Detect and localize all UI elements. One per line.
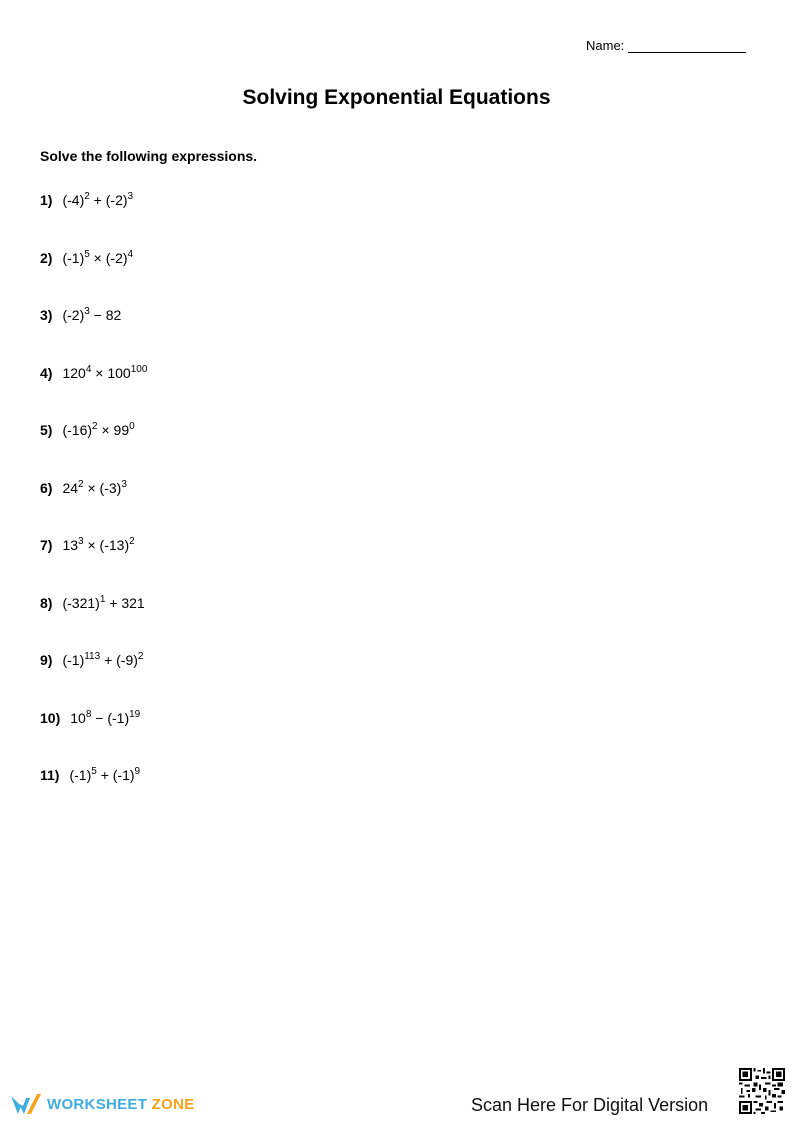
worksheetzone-logo: [10, 1092, 195, 1116]
problem-number: 6): [40, 479, 53, 496]
problem-expression: $(-1)^5 \times (-2)^4$: [62, 248, 134, 266]
instructions: Solve the following expressions.: [40, 148, 258, 164]
problem-number: 1): [40, 192, 53, 208]
problem-item: [40, 652, 147, 710]
problem-number: 3): [40, 307, 53, 323]
logo-text-worksheet: WORKSHEET: [47, 1095, 148, 1113]
logo-text-zone: ZONE: [151, 1095, 195, 1113]
problem-number: 7): [40, 537, 53, 553]
worksheetzone-logo-icon: [10, 1092, 42, 1116]
problem-number: 10): [40, 709, 61, 726]
problem-item: [40, 480, 147, 538]
problem-item: [40, 537, 147, 595]
exponent: 8: [85, 708, 92, 720]
logo-text: [47, 1096, 195, 1113]
exponent: 4: [85, 363, 92, 375]
exponent: 100: [130, 363, 148, 375]
exponent: 9: [134, 766, 141, 777]
problem-number: 9): [40, 652, 53, 668]
exponent: 4: [127, 248, 134, 260]
scan-text: Scan Here For Digital Version: [471, 1095, 709, 1115]
problem-expression: $120^4 \times 100^{100}$: [62, 363, 148, 381]
problem-item: [40, 595, 147, 653]
problem-expression: $(-4)^2 + (-2)^3$: [62, 191, 134, 208]
exponent: 113: [84, 651, 101, 662]
problem-expression: $(-2)^3 - 82$: [62, 306, 122, 323]
exponent: 3: [84, 306, 90, 317]
exponent: 2: [84, 191, 90, 202]
exponent: 2: [92, 421, 98, 432]
name-label: Name:: [586, 38, 625, 53]
problem-item: [40, 767, 147, 825]
exponent: 1: [99, 593, 106, 605]
problem-expression: $13^3 \times (-13)^2$: [62, 536, 135, 553]
problem-number: 2): [40, 249, 53, 266]
problem-expression: $(-1)^5 + (-1)^9$: [69, 766, 141, 783]
problem-expression: $(-321)^1 + 321$: [62, 593, 145, 611]
problem-item: [40, 710, 147, 768]
exponent: 3: [121, 478, 127, 490]
exponent: 0: [129, 421, 135, 432]
page-title: Solving Exponential Equations: [242, 86, 551, 109]
problem-expression: $24^2 \times (-3)^3$: [62, 478, 127, 496]
exponent: 5: [91, 766, 97, 777]
problem-number: 5): [40, 422, 53, 438]
exponent: 2: [129, 536, 135, 547]
problem-item: [40, 365, 147, 423]
problem-expression: $10^8 - (-1)^{19}$: [70, 708, 141, 726]
problem-number: 4): [40, 364, 53, 381]
qr-code-icon[interactable]: [739, 1068, 785, 1114]
problem-item: [40, 192, 147, 250]
exponent: 2: [78, 478, 84, 490]
name-field: [586, 38, 746, 53]
exponent: 19: [129, 708, 141, 720]
problem-item: [40, 307, 147, 365]
problem-list: [40, 192, 147, 825]
problem-number: 8): [40, 594, 53, 611]
problem-expression: $(-1)^{113} + (-9)^2$: [62, 651, 144, 668]
problem-expression: $(-16)^2 \times 99^0$: [62, 421, 135, 438]
problem-number: 11): [40, 767, 60, 783]
problem-item: [40, 250, 147, 308]
exponent: 2: [137, 651, 144, 662]
exponent: 3: [127, 191, 134, 202]
name-blank-line[interactable]: [628, 38, 746, 53]
problem-item: [40, 422, 147, 480]
exponent: 5: [84, 248, 90, 260]
exponent: 3: [78, 536, 84, 547]
